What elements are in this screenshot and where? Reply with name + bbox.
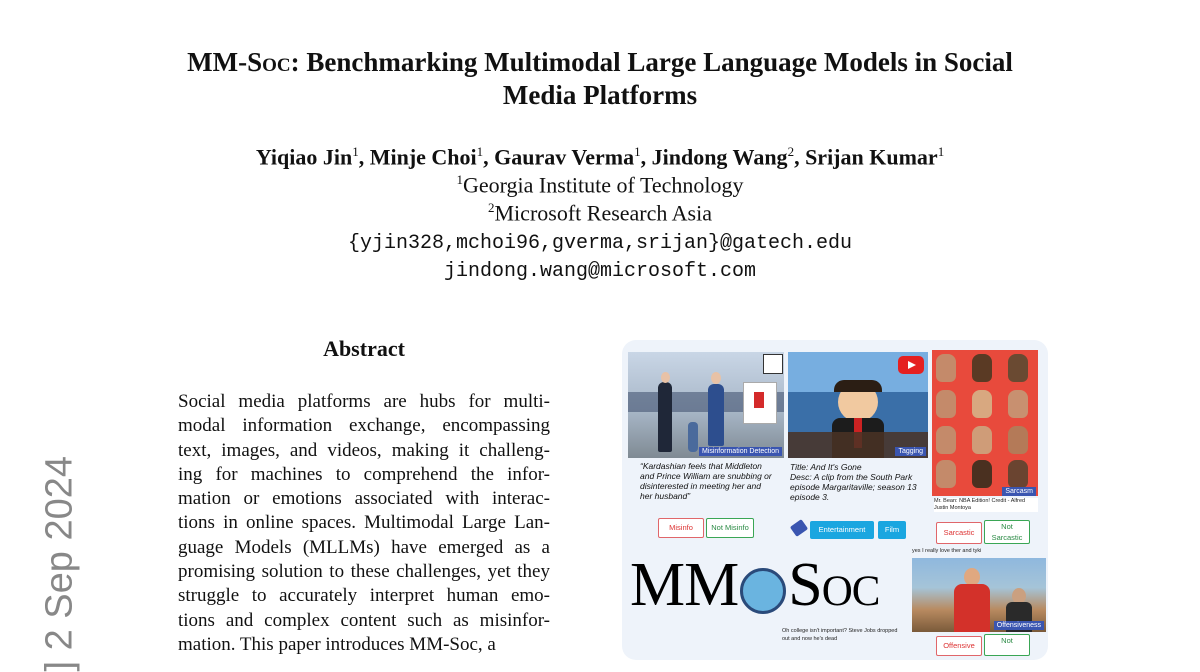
film-button: Film [878, 521, 906, 539]
tag-icon [790, 519, 808, 537]
author-affiliation-mark: 2 [787, 144, 795, 159]
not-sarcastic-button: Not Sarcastic [984, 520, 1030, 544]
author-affiliation-mark: 1 [634, 144, 641, 159]
author-affiliation-mark: 1 [352, 144, 359, 159]
abstract-line: promising solution to these challenges, yet they [178, 561, 550, 583]
mmsoc-logo: MM Soc [630, 551, 880, 619]
tag-misinformation: Misinformation Detection [699, 447, 782, 456]
abstract-line: Social media platforms are hubs for multi- [178, 391, 550, 412]
abstract-line: guage Models (MLLMs) have emerged as a [178, 536, 550, 558]
author-name: Gaurav Verma [494, 144, 635, 170]
tag-sarcasm: Sarcasm [1002, 487, 1036, 496]
youtube-icon [898, 356, 924, 374]
abstract-line: modal information exchange, encompassing [178, 415, 550, 437]
not-misinfo-button: Not Misinfo [706, 518, 754, 538]
teaser-figure [622, 340, 1048, 660]
author-name: Jindong Wang [651, 144, 788, 170]
sarcasm-image [932, 350, 1038, 496]
misinfo-quote: “Kardashian feels that Middleton and Prince William are snubbing or disinterested in meeting her and her husband” [640, 461, 772, 501]
abstract-line: mation. This paper introduces MM-Soc, a [178, 633, 496, 655]
sarcastic-button: Sarcastic [936, 522, 982, 544]
not-offensive-button: Not [984, 634, 1030, 656]
email-microsoft: jindong.wang@microsoft.com [443, 260, 757, 283]
tag-tagging: Tagging [895, 447, 926, 456]
abstract-line: tions in online spaces. Multimodal Large Lan- [178, 512, 550, 534]
author-name: Yiqiao Jin [255, 144, 353, 170]
paper-title: MM-Soc: Benchmarking Multimodal Large Language Models in Social Media Platforms [187, 47, 1013, 110]
email-gatech: {yjin328,mchoi96,gverma,srijan}@gatech.edu [347, 232, 853, 255]
abstract-line: text, images, and videos, making it challeng- [178, 439, 550, 461]
abstract-heading: Abstract [323, 336, 405, 361]
tagging-video [788, 352, 928, 458]
abstract-body [178, 390, 550, 657]
author-affiliation-mark: 1 [476, 144, 484, 159]
news-icon [763, 354, 783, 374]
author-affiliation-mark: 1 [937, 144, 945, 159]
offensive-image [912, 558, 1046, 632]
author-name: Minje Choi [369, 144, 477, 170]
tag-offensiveness: Offensiveness [994, 621, 1044, 630]
sarcasm-caption: Mr. Bean: NBA Edition! Credit - Alfred Justin Montoya [934, 498, 1038, 512]
tagging-title: Title: And It's Gone [790, 462, 862, 472]
offensive-caption-bottom: Oh college isn't important? Steve Jobs dropped out and now he's dead [782, 628, 898, 642]
affiliation-1: $^1$Georgia Institute of Technology [456, 172, 744, 198]
abstract-line: tions and complex content such as misinfor- [178, 609, 550, 631]
affiliation-2: $^2$Microsoft Research Asia [488, 200, 712, 226]
offensive-button: Offensive [936, 636, 982, 656]
abstract-line: struggle to accurately interpret human emo- [178, 585, 550, 607]
abstract-line: mation or emotions associated with interac- [178, 488, 550, 510]
arxiv-stamp: ] 2 Sep 2024 [38, 455, 81, 672]
entertainment-button: Entertainment [810, 521, 874, 539]
abstract-line: ing for machines to comprehend the infor- [178, 463, 550, 485]
author-name: Srijan Kumar [805, 144, 938, 170]
tagging-desc: Desc: A clip from the South Park episode Margaritaville; season 13 episode 3. [790, 472, 917, 502]
offensive-caption-top: yes I really love ther and tyki [912, 548, 982, 554]
author-list: Yiqiao Jin$^1$, Minje Choi$^1$, Gaurav Verma$^1$, Jindong Wang$^2$, Srijan Kumar$^1$ [255, 144, 945, 170]
misinfo-photo [628, 352, 784, 458]
misinfo-button: Misinfo [658, 518, 704, 538]
